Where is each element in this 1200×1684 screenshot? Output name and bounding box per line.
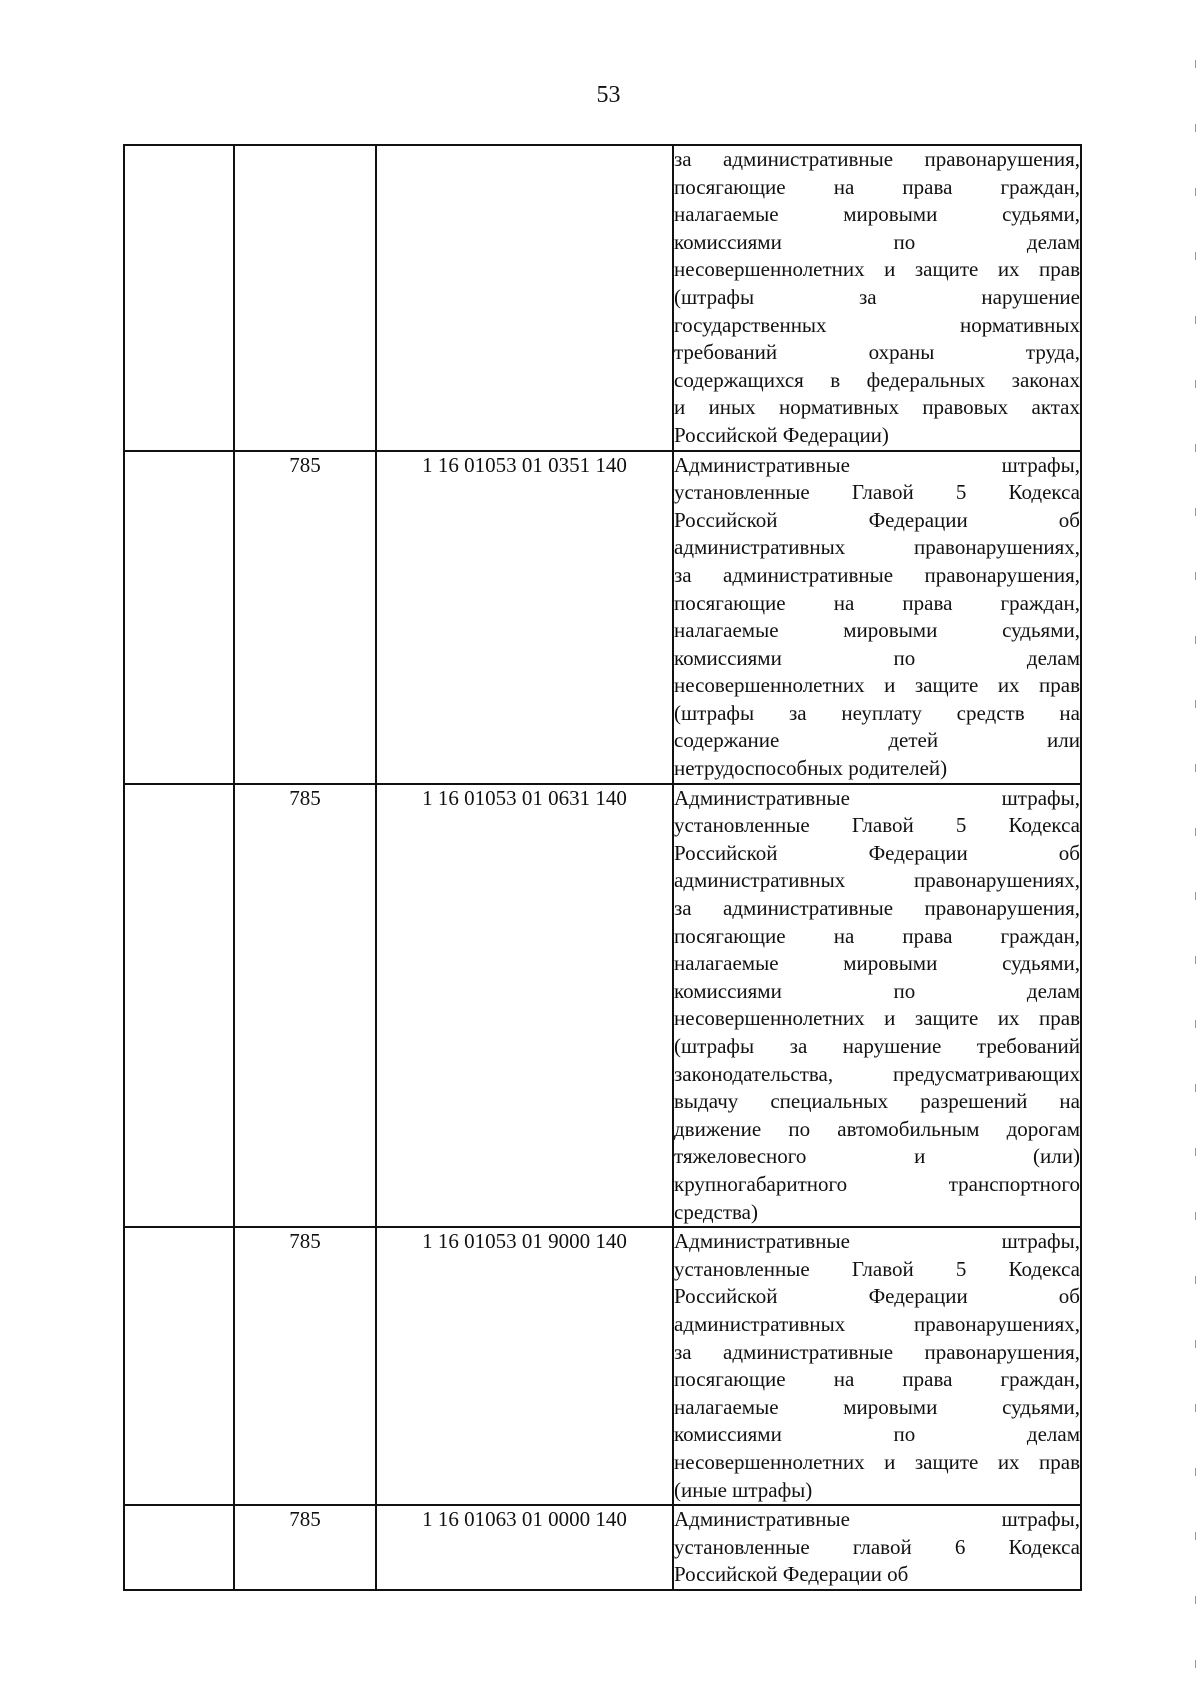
margin-tick xyxy=(1195,1660,1196,1668)
description-line: за административные правонарушения, xyxy=(674,147,1080,171)
description-line: государственных нормативных xyxy=(674,312,1080,337)
page-number: 53 xyxy=(596,82,621,108)
row-number-cell xyxy=(124,784,234,1228)
description-line: за административные правонарушения, xyxy=(674,896,1080,921)
description-line: установленные Главой 5 Кодекса xyxy=(674,813,1080,838)
description-line: административных правонарушениях, xyxy=(674,868,1080,893)
description-line: налагаемые мировыми судьями, xyxy=(674,951,1080,976)
margin-tick xyxy=(1195,1404,1196,1412)
description-line: движение по автомобильным дорогам xyxy=(674,1116,1080,1141)
description-line: административных правонарушениях, xyxy=(674,535,1080,560)
description-line: требований охраны труда, xyxy=(674,340,1080,365)
description-line: Российской Федерации об xyxy=(674,507,1080,532)
margin-tick xyxy=(1195,892,1196,900)
description-line: содержание детей или xyxy=(674,728,1080,753)
row-number-cell xyxy=(124,1505,234,1590)
scan-margin-marks xyxy=(1192,0,1200,1684)
margin-tick xyxy=(1195,1084,1196,1092)
description-line: (штрафы за нарушение требований xyxy=(674,1034,1080,1058)
description-line: Российской Федерации) xyxy=(674,422,889,447)
description-line: комиссиями по делам xyxy=(674,229,1080,254)
description-line: комиссиями по делам xyxy=(674,645,1080,670)
description-line: посягающие на права граждан, xyxy=(674,590,1080,615)
admin-code-cell: 785 xyxy=(234,451,376,784)
margin-tick xyxy=(1195,572,1196,580)
description-line: нетрудоспособных родителей) xyxy=(674,756,948,781)
margin-tick xyxy=(1195,316,1196,324)
margin-tick xyxy=(1195,1276,1196,1284)
description-line: несовершеннолетних и защите их прав xyxy=(674,1006,1080,1031)
margin-tick xyxy=(1195,700,1196,708)
description-line: налагаемые мировыми судьями, xyxy=(674,618,1080,643)
margin-tick xyxy=(1195,124,1196,132)
margin-tick xyxy=(1195,1020,1196,1028)
description-line: несовершеннолетних и защите их прав xyxy=(674,1449,1080,1474)
description-cell xyxy=(673,784,1081,1228)
row-number-cell xyxy=(124,1227,234,1505)
margin-tick xyxy=(1195,1212,1196,1220)
description-line: (штрафы за неуплату средств на xyxy=(674,700,1080,725)
row-number-cell xyxy=(124,451,234,784)
description-cell xyxy=(673,451,1081,784)
description-line: Административные штрафы, xyxy=(674,1229,1080,1254)
description-cell xyxy=(673,145,1081,451)
description-line: посягающие на права граждан, xyxy=(674,1367,1080,1392)
description-cell xyxy=(673,1227,1081,1505)
margin-tick xyxy=(1195,60,1196,68)
description-line: Административные штрафы, xyxy=(674,452,1080,477)
description-line: за административные правонарушения, xyxy=(674,1339,1080,1364)
budget-classification-table xyxy=(123,144,1082,1591)
margin-tick xyxy=(1195,956,1196,964)
description-line: несовершеннолетних и защите их прав xyxy=(674,257,1080,282)
description-line: несовершеннолетних и защите их прав xyxy=(674,673,1080,698)
description-line: средства) xyxy=(674,1199,758,1224)
description-line: тяжеловесного и (или) xyxy=(674,1144,1080,1169)
margin-tick xyxy=(1195,1596,1196,1604)
kbk-code-cell: 1 16 01053 01 0631 140 xyxy=(376,784,673,1228)
admin-code-cell: 785 xyxy=(234,1227,376,1505)
table-row xyxy=(124,145,1081,451)
margin-tick xyxy=(1195,636,1196,644)
row-number-cell xyxy=(124,145,234,451)
margin-tick xyxy=(1195,252,1196,260)
description-line: Российской Федерации об xyxy=(674,1562,909,1587)
description-line: административных правонарушениях, xyxy=(674,1311,1080,1336)
margin-tick xyxy=(1195,1468,1196,1476)
description-line: законодательства, предусматривающих xyxy=(674,1061,1080,1086)
margin-tick xyxy=(1195,764,1196,772)
margin-tick xyxy=(1195,828,1196,836)
description-line: содержащихся в федеральных законах xyxy=(674,367,1080,392)
margin-tick xyxy=(1195,1148,1196,1156)
description-line: установленные Главой 5 Кодекса xyxy=(674,1256,1080,1281)
description-line: крупногабаритного транспортного xyxy=(674,1171,1080,1196)
description-line: Российской Федерации об xyxy=(674,1284,1080,1309)
table-row xyxy=(124,451,1081,784)
description-line: Административные штрафы, xyxy=(674,785,1080,810)
margin-tick xyxy=(1195,1532,1196,1540)
description-line: установленные Главой 5 Кодекса xyxy=(674,480,1080,505)
table-row xyxy=(124,784,1081,1228)
margin-tick xyxy=(1195,380,1196,388)
admin-code-cell xyxy=(234,145,376,451)
description-line: (иные штрафы) xyxy=(674,1477,813,1502)
description-line: посягающие на права граждан, xyxy=(674,923,1080,948)
kbk-code-cell: 1 16 01063 01 0000 140 xyxy=(376,1505,673,1590)
description-line: комиссиями по делам xyxy=(674,978,1080,1003)
description-line: за административные правонарушения, xyxy=(674,562,1080,587)
description-cell xyxy=(673,1505,1081,1590)
table-row xyxy=(124,1227,1081,1505)
margin-tick xyxy=(1195,508,1196,516)
description-line: посягающие на права граждан, xyxy=(674,174,1080,199)
description-line: Российской Федерации об xyxy=(674,840,1080,865)
description-line: комиссиями по делам xyxy=(674,1422,1080,1447)
kbk-code-cell: 1 16 01053 01 9000 140 xyxy=(376,1227,673,1505)
table-body xyxy=(124,145,1081,1590)
description-line: и иных нормативных правовых актах xyxy=(674,395,1080,420)
description-line: налагаемые мировыми судьями, xyxy=(674,202,1080,227)
kbk-code-cell: 1 16 01053 01 0351 140 xyxy=(376,451,673,784)
description-line: выдачу специальных разрешений на xyxy=(674,1089,1080,1114)
margin-tick xyxy=(1195,1340,1196,1348)
description-line: налагаемые мировыми судьями, xyxy=(674,1394,1080,1419)
description-line: Административные штрафы, xyxy=(674,1507,1080,1532)
kbk-code-cell xyxy=(376,145,673,451)
description-line: (штрафы за нарушение xyxy=(674,284,1080,309)
margin-tick xyxy=(1195,444,1196,452)
description-line: установленные главой 6 Кодекса xyxy=(674,1534,1080,1559)
admin-code-cell: 785 xyxy=(234,1505,376,1590)
margin-tick xyxy=(1195,188,1196,196)
admin-code-cell: 785 xyxy=(234,784,376,1228)
table-row xyxy=(124,1505,1081,1590)
